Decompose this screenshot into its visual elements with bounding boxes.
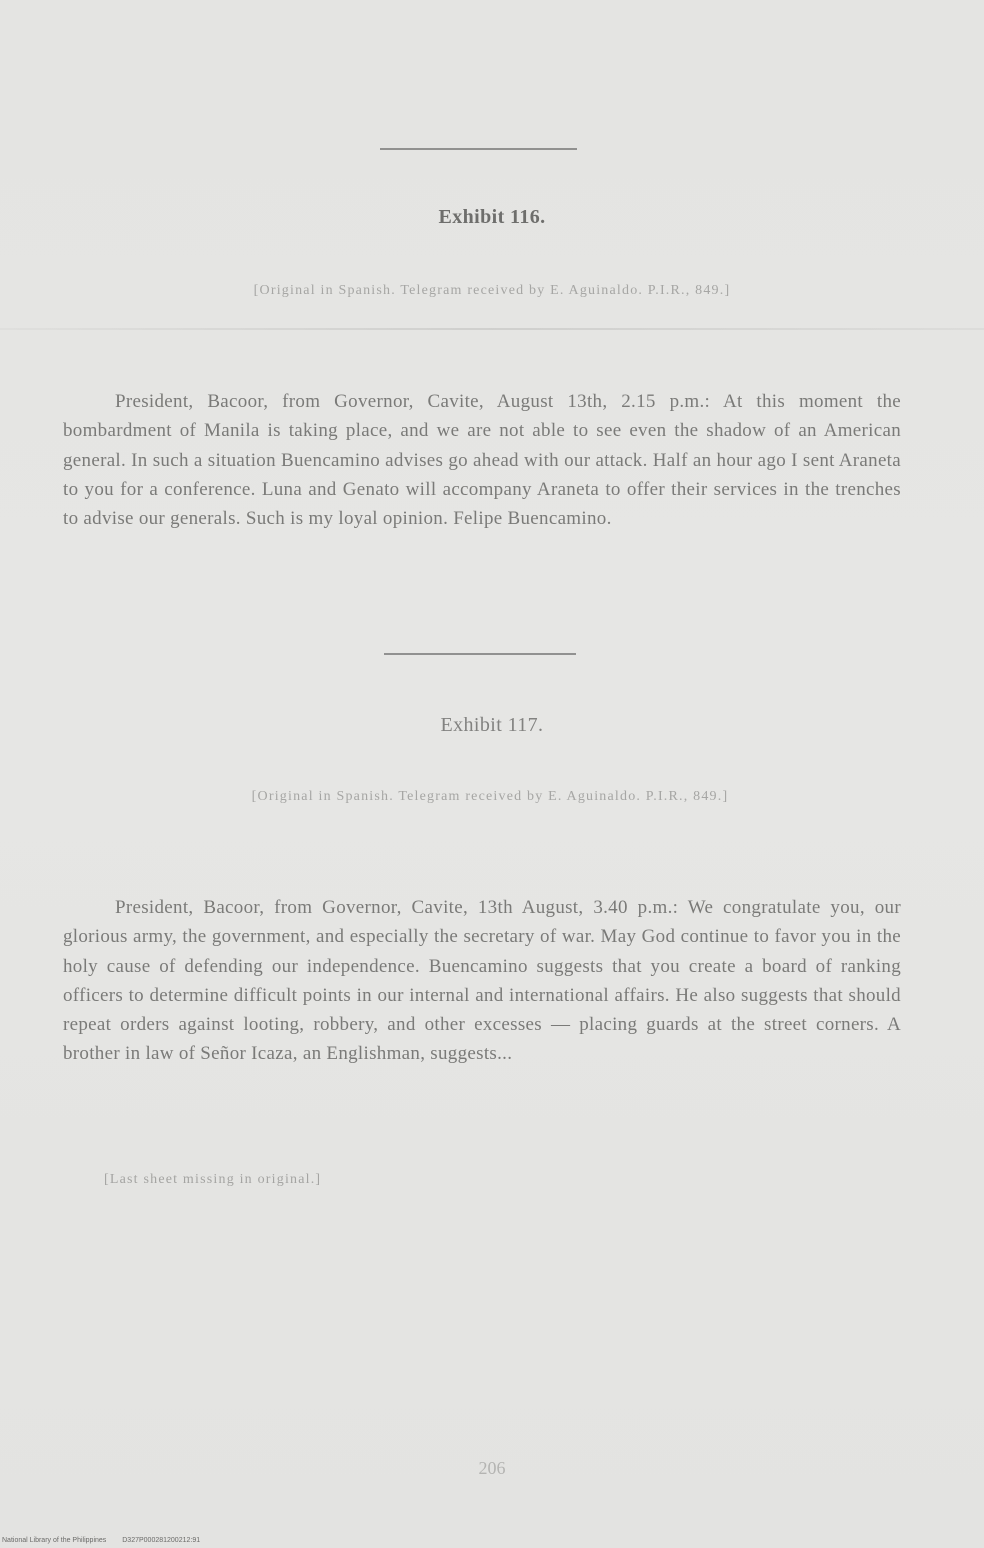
exhibit-117-source-note: [Original in Spanish. Telegram received by E. Aguinaldo. P.I.R., 849.]	[251, 789, 729, 804]
exhibit-117-heading: Exhibit 117.	[440, 714, 544, 736]
exhibit-116-source-note: [Original in Spanish. Telegram received by E. Aguinaldo. P.I.R., 849.]	[253, 283, 731, 298]
page-number: 206	[478, 1458, 506, 1478]
footer-library: National Library of the Philippines	[2, 1537, 107, 1544]
exhibit-116-body	[63, 387, 901, 533]
footer-code: D327P000281200212:91	[122, 1537, 201, 1544]
exhibit-116-body-text: President, Bacoor, from Governor, Cavite, August 13th, 2.15 p.m.: At this moment the bombardment of Manila is taking place, and we are not able to see even the shadow of an American general. In such a situation Buencamino advises go ahead with our attack. Half an hour ago I sent Araneta to you for a conference. Luna and Genato will accompany Araneta to offer their services in the trenches to advise our generals. Such is my loyal opinion. Felipe Buencamino.	[63, 391, 901, 530]
scan-footer	[2, 1537, 200, 1544]
exhibit-117-body	[63, 893, 901, 1069]
exhibit-116-heading: Exhibit 116.	[438, 206, 546, 228]
exhibit-117-body-text: President, Bacoor, from Governor, Cavite, 13th August, 3.40 p.m.: We congratulate you, our glorious army, the government, and especially the secretary of war. May God continue to favor you in the holy cause of defending our independence. Buencamino suggests that you create a board of ranking officers to determine difficult points in our internal and international affairs. He also suggests that should repeat orders against looting, robbery, and other excesses — placing guards at the street corners. A brother in law of Señor Icaza, an Englishman, suggests...	[63, 897, 901, 1065]
section-divider	[384, 653, 576, 655]
page-fold-line	[0, 328, 984, 330]
section-divider	[380, 148, 577, 150]
missing-sheet-note: [Last sheet missing in original.]	[104, 1172, 322, 1187]
